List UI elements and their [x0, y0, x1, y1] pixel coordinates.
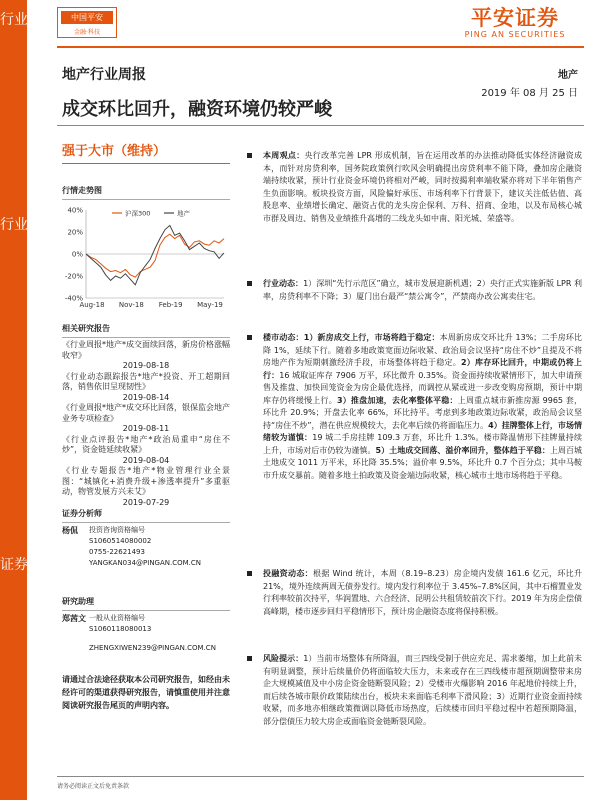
y-tick-label: -20% [64, 272, 83, 281]
investment-rating: 强于大市（维持） [62, 144, 167, 159]
analyst-name: 杨侃 [62, 526, 78, 535]
bullet-text [263, 150, 582, 225]
bullet-body: 1）当前市场整体有所降温，而三四线受制于供应充足、需求萎缩，加上此前未有明显调整，预计后续量价仍将面临较大压力，未来或存在三四线楼市超预期调整带来房企大规模减值及中小房企资金链断裂风险；2）受楼市火爆影响 2016 年起地价持续上升，而后续各城市限价政策陆续出台，板块未来面临毛利率下滑风险；3）近期行业资金面持续收紧，而多地亦相继政策微调以降低市场热度，后续楼市回归平稳过程中若超预期降温，部分偿债压力较大房企或面临资金链断裂风险。 [263, 654, 582, 726]
related-report-item[interactable]: 《行业动态跟踪报告*地产*投资、开工超期回落，销售依旧呈现韧性》 [62, 371, 230, 391]
bullet-label: 本周观点： [263, 151, 305, 160]
x-tick-label: May-19 [197, 301, 223, 309]
bullet-square-icon [247, 571, 252, 576]
sidebar-label-report: 行业报告 [0, 12, 56, 28]
segment-body: 上周百城土地成交 1011 万平米，环比降 35.5%；溢价率 9.5%，环比升 0.7 个百分点；其中马鞍市升成交暴前。随着多地土拍政策及资金端边际收紧，核心城市土地市场将趋于平稳。 [263, 445, 582, 480]
bullet-body: 根据 Wind 统计，本周（8.19–8.23）房企境内发债 161.6 亿元，环比升 21%，境外连续两周无债券发行。境内发行利率位于 3.45%–7.8%区间，其中石榴置业发行利率较前次持平，华润置地、六合经济、昆明公共租赁较前次下行。2019 年为房企偿债高峰期，楼市逐步回归平稳情形下，预计房企融资态度将保持积极。 [263, 569, 583, 616]
bullet-weekly-view [247, 150, 582, 225]
analyst-email[interactable]: YANGKAN034@PINGAN.COM.CN [89, 559, 202, 567]
title-divider [57, 125, 584, 126]
segment-body: 上周重点城市新推房源 9965 套，环比升 20.9%；开盘去化率 66%，环比持平。考虑到多地政策边际收紧，政治局会议坚持“房住不炒”，潜在供应规模较大，去化率后续仍将面临压力。 [263, 395, 582, 430]
assistant-detail-line: 一般从业资格编号 [89, 614, 145, 622]
bullet-label: 投融资动态： [263, 569, 313, 578]
related-report-date: 2019-08-18 [122, 361, 170, 370]
chart-section-header [62, 185, 230, 200]
segment-label: 4）挂牌整体上行，市场情绪较为谨慎： [263, 420, 582, 442]
related-report-date: 2019-08-14 [122, 392, 170, 402]
bullet-square-icon [247, 656, 252, 661]
analyst-info [62, 525, 230, 585]
related-section-rule [62, 337, 230, 338]
y-tick-label: 20% [67, 228, 83, 237]
related-section-header [62, 323, 230, 338]
x-tick-label: Nov-18 [118, 301, 144, 309]
ping-an-group-logo [57, 7, 117, 38]
assistant-details [89, 613, 229, 654]
assistant-section-header [62, 596, 230, 611]
disclaimer-note: 请通过合法途径获取本公司研究报告，如经由未经许可的渠道获得研究报告，请慎重使用并注意阅读研究报告尾页的声明内容。 [62, 675, 230, 710]
related-report-item[interactable]: 《行业点评报告*地产*政治局重申“房住不炒”，资金链延续收紧》 [62, 434, 230, 454]
bullet-square-icon [247, 335, 252, 340]
bullet-text [263, 278, 582, 303]
bullet-industry-news [247, 278, 582, 303]
sidebar-label-weekly: 行业周报 [0, 217, 56, 233]
related-reports-list [62, 340, 230, 508]
brand-cn: 平安证券 [471, 6, 559, 30]
brand-logo [450, 6, 580, 40]
bullet-text [263, 568, 582, 618]
bullet-square-icon [247, 153, 252, 158]
bullet-market-dynamics [247, 332, 582, 482]
bullet-square-icon [247, 281, 252, 286]
assistant-section-rule [62, 610, 230, 611]
bullet-body: 央行改革完善 LPR 形成机制，旨在运用改革的办法推动降低实体经济融资成本，而针对房贷利率，国务院政策例行吹风会明确提出房贷利率不能下降，叠加房企融资端持续收紧，预计行业资金环境仍将相对严峻，同时按揭利率端收紧亦将对下半年销售产生负面影响。板块投资方面，风险偏好承压、市场利率下行背景下，建议关注低估值、高股息率、业绩增长确定、融资占优的龙头房企保利、万科、招商、金地，以及布局核心城市群及周边、销售及业绩推升高增的二线龙头如中南、阳光城、荣盛等。 [263, 151, 582, 223]
x-tick-label: Aug-18 [79, 301, 105, 309]
assistant-info [62, 613, 230, 668]
y-tick-label: -40% [64, 294, 83, 303]
sidebar-label-securities: 证券研究报告 [0, 557, 84, 573]
bullet-text [263, 332, 582, 482]
analyst-section-rule [62, 522, 230, 523]
related-report-date: 2019-08-11 [122, 424, 170, 433]
footer-divider [57, 776, 584, 777]
bullet-text [263, 653, 582, 728]
analyst-detail-line: 0755-22621493 [89, 548, 145, 556]
series-line-real-estate [86, 225, 224, 284]
logo-sub-text: 金融·科技 [74, 29, 100, 36]
y-tick-label: 40% [67, 206, 83, 215]
segment-body: 16 城取证库存 7906 万平，环比微升 0.35%。资金面持续收紧情形下，加大申请预售及推盘、加快回笼资金为房企最优选择，而调控从紧或进一步改变购房预期，预计中期库存仍将缓慢上行。 [263, 370, 582, 405]
bullet-body: 1）深圳“先行示范区”确立，城市发展迎新机遇；2）央行正式实施新版 LPR 利率，房贷利率不下降；3）厦门出台最严“禁公寓令”，严禁商办改公寓卖住宅。 [263, 279, 582, 301]
chart-svg [62, 200, 230, 315]
analyst-section-header [62, 508, 230, 523]
related-report-item[interactable]: 《行业周报*地产*成交环比回落，银保监会地产业务专项检查》 [62, 403, 230, 423]
sector-label: 地产 [558, 70, 578, 81]
page-title: 成交环比回升，融资环境仍较严峻 [62, 99, 332, 120]
segment-label: 3）推盘加速，去化率整体平稳： [336, 395, 458, 405]
legend-label: 地产 [177, 209, 190, 218]
report-date: 2019 年 08 月 25 日 [481, 88, 578, 99]
bullet-label: 楼市动态： [263, 333, 304, 342]
related-report-item[interactable]: 《行业周报*地产*成交面续回落，新房价格涨幅收窄》 [62, 340, 230, 360]
bullet-financing [247, 568, 582, 618]
segment-body: 本周新房成交环比升 13%；二手房环比降 1%，延续下行。随着多地政策宽面边际收紧、政治局会议坚持“房住不炒”且提及不将房地产作为短期刺激经济手段，市场整体将趋于稳定。 [263, 333, 582, 367]
x-tick-label: Feb-19 [158, 301, 183, 309]
rating-underline [62, 163, 230, 164]
document-type: 地产行业周报 [62, 67, 146, 83]
segment-label: 2）库存环比回升，中期或仍将上行： [263, 358, 582, 380]
bullet-risk [247, 653, 582, 728]
logo-main-text: 中国平安 [61, 11, 113, 24]
related-report-date: 2019-07-29 [122, 497, 170, 507]
analyst-detail-line: S1060514080002 [89, 537, 152, 545]
rating-block [62, 140, 230, 164]
market-trend-chart [62, 200, 230, 315]
assistant-detail-line: S1060118080013 [89, 625, 152, 633]
series-line-hs300 [86, 234, 224, 277]
related-section-title: 相关研究报告 [62, 324, 110, 333]
bullet-label: 风险提示： [263, 654, 304, 663]
related-report-item[interactable]: 《行业专题报告*地产*物业管理行业全景图：“城镇化+消费升级+渗透率提升”多重驱动，物管发展方兴未艾》 [62, 466, 230, 496]
assistant-name: 郑茜文 [62, 614, 86, 623]
segment-label: 1）新房成交上行，市场将趋于稳定： [303, 333, 440, 342]
segment-label: 5）土地成交回落、溢价率回升，整体趋于平稳： [375, 445, 550, 455]
analyst-details [89, 525, 229, 569]
analyst-detail-line: 投资咨询资格编号 [89, 526, 145, 534]
assistant-email[interactable]: ZHENGXIWEN239@PINGAN.COM.CN [89, 644, 216, 652]
footer-note: 请务必阅读正文后免责条款 [57, 783, 130, 790]
segment-body: 19 城二手房挂牌 109.3 万套，环比升 1.3%。楼市降温情形下挂牌量持续上升，市场对后市仍较为谨慎。 [263, 433, 583, 455]
header-divider [57, 46, 584, 48]
analyst-section-title: 证券分析师 [62, 509, 102, 518]
brand-en: PING AN SECURITIES [464, 30, 566, 39]
legend-label: 沪深300 [125, 209, 151, 218]
related-report-date: 2019-08-04 [122, 455, 170, 465]
bullet-label: 行业动态： [263, 279, 304, 288]
assistant-section-title: 研究助理 [62, 597, 94, 606]
y-tick-label: 0% [71, 250, 83, 259]
chart-section-title: 行情走势图 [62, 186, 102, 195]
